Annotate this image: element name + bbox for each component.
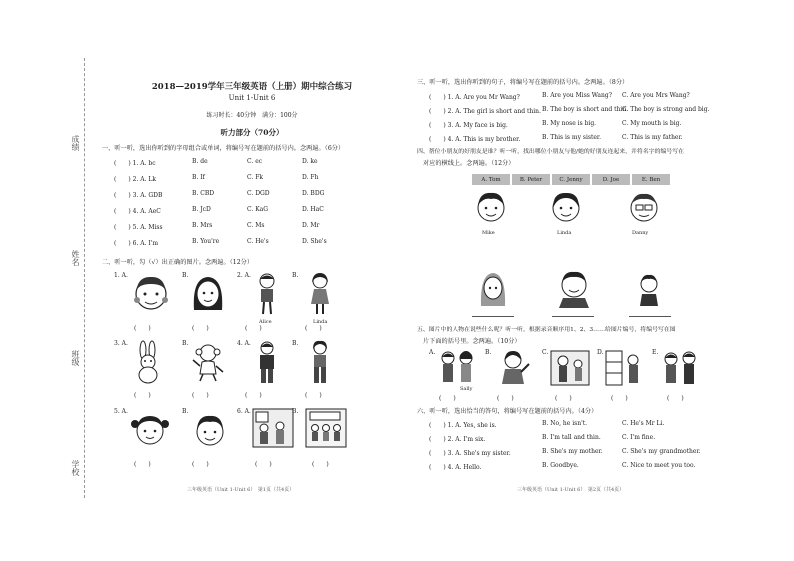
q6-row-3-b: B. She's my mother. xyxy=(542,448,603,455)
page-2 xyxy=(417,50,732,505)
chip-joe[interactable]: D. Joe xyxy=(592,174,630,185)
q5-label-a: A. xyxy=(429,349,436,356)
q2-bracket-2b[interactable]: ( ) xyxy=(305,325,322,332)
q5-bracket-d[interactable]: ( ) xyxy=(611,395,628,402)
q2-label-2a: 2. A. xyxy=(237,272,251,279)
q2-label-3b: B. xyxy=(182,340,189,347)
q2-name-alice: Alice xyxy=(259,319,272,325)
q3-heading: 三、听一听，选出你听到的句子，将编号写在题前的括号内。念两遍。（8分） xyxy=(417,79,629,86)
q3-row-3-b: B. My nose is big. xyxy=(542,120,597,127)
chip-peter[interactable]: B. Peter xyxy=(512,174,550,185)
q1-row-1-a[interactable]: ( ) 1. A. bc xyxy=(114,160,156,167)
q5-name-sally: Sally xyxy=(460,386,473,392)
girl-long-hair-icon[interactable] xyxy=(188,272,228,314)
q1-row-3-c: C. DGD xyxy=(247,190,270,197)
chip-tom[interactable]: A. Tom xyxy=(472,174,510,185)
q1-row-4-c: C. KaG xyxy=(247,206,269,213)
q6-row-3-c: C. She's my grandmother. xyxy=(622,448,701,455)
q2-name-linda: Linda xyxy=(313,319,328,325)
q1-row-4-b: B. JcD xyxy=(192,206,211,213)
monkey-icon[interactable] xyxy=(190,342,226,382)
long-hair-girl-icon[interactable] xyxy=(477,270,509,308)
q2-bracket-3b[interactable]: ( ) xyxy=(192,392,209,399)
q1-row-4-a[interactable]: ( ) 4. A. AeC xyxy=(114,208,161,215)
q2-label-4a: 4. A. xyxy=(237,340,251,347)
q1-row-6-a[interactable]: ( ) 6. A. I'm xyxy=(114,240,159,247)
q2-label-6a: 6. A. xyxy=(237,408,251,415)
two-children-icon[interactable] xyxy=(437,350,477,386)
q5-label-c: C. xyxy=(542,349,549,356)
q3-row-2-b: B. The boy is short and thin. xyxy=(542,106,629,113)
q6-row-4-a[interactable]: ( ) 4. A. Hello. xyxy=(429,464,482,471)
rabbit-icon[interactable] xyxy=(130,340,166,384)
q5-heading-line2: 片下面的括号里。念两遍。（10分） xyxy=(423,338,521,345)
binding-label-school: 学校 xyxy=(71,460,80,476)
q4-heading-line1: 四、帮位小朋友的好朋友是谁？听一听，找出哪位小朋友与他/她的好朋友连起来，并将名字的编号写在 xyxy=(417,149,685,155)
q1-row-3-d: D. BDG xyxy=(302,190,325,197)
q2-bracket-6a[interactable]: ( ) xyxy=(255,461,272,468)
q6-row-1-a[interactable]: ( ) 1. A. Yes, she is. xyxy=(429,422,497,429)
q1-row-1-c: C. ec xyxy=(247,158,263,165)
answer-line-2[interactable] xyxy=(552,316,594,317)
q3-row-2-c: C. The boy is strong and big. xyxy=(622,106,710,113)
q2-label-1b: B. xyxy=(182,272,189,279)
man-figure-icon[interactable] xyxy=(252,340,282,386)
girl-waving-icon[interactable] xyxy=(493,350,533,386)
binding-label-class: 班级 xyxy=(71,350,80,366)
q2-label-2b: B. xyxy=(292,272,299,279)
exam-subtitle: Unit 1-Unit 6 xyxy=(228,94,276,102)
danny-portrait-icon[interactable] xyxy=(625,188,663,228)
binding-label-score: 成绩 xyxy=(71,135,80,151)
q6-row-2-c: C. I'm fine. xyxy=(622,434,656,441)
binding-strip xyxy=(62,50,100,505)
q1-row-6-c: C. He's xyxy=(247,238,269,245)
classroom-scene-icon[interactable] xyxy=(305,408,347,448)
q5-bracket-b[interactable]: ( ) xyxy=(497,395,514,402)
q2-bracket-5a[interactable]: ( ) xyxy=(134,461,151,468)
q1-row-5-d: D. Mr xyxy=(302,222,320,229)
q2-label-3a: 3. A. xyxy=(114,340,128,347)
q6-row-4-b: B. Goodbye. xyxy=(542,462,579,469)
q6-heading: 六、听一听，选出恰当的答句，将编号写在题前的括号内。（4分） xyxy=(417,408,598,415)
q2-bracket-2a[interactable]: ( ) xyxy=(245,325,262,332)
girl-pigtails-icon[interactable] xyxy=(130,410,170,450)
q1-row-1-d: D. ke xyxy=(302,158,318,165)
exam-sheet xyxy=(62,50,732,505)
mike-portrait-icon[interactable] xyxy=(472,188,510,228)
q3-row-1-c: C. Are you Mrs Wang? xyxy=(622,92,690,99)
q2-bracket-1b[interactable]: ( ) xyxy=(192,325,209,332)
q4-name-danny: Danny xyxy=(632,230,649,236)
boy-and-man-icon[interactable] xyxy=(660,350,700,386)
girl-face-icon[interactable] xyxy=(130,272,172,314)
q5-label-b: B. xyxy=(485,349,492,356)
binding-line xyxy=(84,58,85,498)
q1-row-6-d: D. She's xyxy=(302,238,327,245)
q6-row-1-b: B. No, he isn't. xyxy=(542,420,588,427)
q1-row-2-d: D. Fh xyxy=(302,174,319,181)
chip-jenny[interactable]: C. Jenny xyxy=(552,174,590,185)
q1-row-2-a[interactable]: ( ) 2. A. Lk xyxy=(114,176,156,183)
q1-row-2-c: C. Fk xyxy=(247,174,263,181)
page-1 xyxy=(102,50,402,505)
boy-face-icon[interactable] xyxy=(190,410,230,450)
q3-row-4-a[interactable]: ( ) 4. A. This is my brother. xyxy=(429,136,521,143)
binding-label-name: 姓名 xyxy=(71,250,80,266)
q1-row-6-b: B. You're xyxy=(192,238,220,245)
q3-row-4-c: C. This is my father. xyxy=(622,134,683,141)
q2-bracket-4a[interactable]: ( ) xyxy=(245,392,262,399)
q4-name-mike: Mike xyxy=(482,230,495,236)
teacher-student-icon[interactable] xyxy=(550,350,590,386)
q2-bracket-4b[interactable]: ( ) xyxy=(305,392,322,399)
page-2-footer: 三年级英语（Unit 1-Unit 6） 第2页（共4页） xyxy=(517,487,625,493)
small-boy-icon[interactable] xyxy=(637,272,661,308)
q2-bracket-6b[interactable]: ( ) xyxy=(312,461,329,468)
linda-portrait-icon[interactable] xyxy=(547,188,585,228)
boy-figure-icon[interactable] xyxy=(252,272,282,318)
q1-row-3-a[interactable]: ( ) 3. A. GDB xyxy=(114,192,163,199)
q1-row-5-c: C. Ms xyxy=(247,222,265,229)
q3-row-2-a[interactable]: ( ) 2. A. The girl is short and thin. xyxy=(429,108,541,115)
q1-row-5-b: B. Mrs xyxy=(192,222,213,229)
answer-line-3[interactable] xyxy=(629,316,671,317)
q2-label-5b: B. xyxy=(182,408,189,415)
q2-heading: 二、听一听，勾（√）出正确的图片。念两遍。（12分） xyxy=(102,259,254,266)
q2-label-4b: B. xyxy=(292,340,299,347)
q2-bracket-3a[interactable]: ( ) xyxy=(134,392,151,399)
q3-row-1-a[interactable]: ( ) 1. A. Are you Mr Wang? xyxy=(429,94,520,101)
section-listening: 听力部分（70分） xyxy=(220,128,284,137)
q3-row-4-b: B. This is my sister. xyxy=(542,134,602,141)
chip-ben[interactable]: E. Ben xyxy=(632,174,670,185)
q1-row-4-d: D. HaC xyxy=(302,206,324,213)
exam-title: 2018—2019学年三年级英语（上册）期中综合练习 xyxy=(151,82,353,92)
q6-row-3-a[interactable]: ( ) 3. A. She's my sister. xyxy=(429,450,511,457)
q1-row-5-a[interactable]: ( ) 5. A. Miss xyxy=(114,224,163,231)
bookshelf-scene-icon[interactable] xyxy=(605,350,645,386)
answer-line-1[interactable] xyxy=(472,316,514,317)
girl-figure-icon[interactable] xyxy=(305,272,335,318)
q1-row-3-b: B. CBD xyxy=(192,190,215,197)
q6-row-2-a[interactable]: ( ) 2. A. I'm six. xyxy=(429,436,486,443)
q2-label-5a: 5. A. xyxy=(114,408,128,415)
q2-bracket-1a[interactable]: ( ) xyxy=(134,325,151,332)
q3-row-1-b: B. Are you Miss Wang? xyxy=(542,92,612,99)
q5-label-d: D. xyxy=(597,349,604,356)
q4-name-linda: Linda xyxy=(557,230,572,236)
q1-heading: 一、听一听，选出你听到的字母组合或单词，将编号写在题前的括号内。念两遍。（6分） xyxy=(102,145,345,152)
q2-label-1a: 1. A. xyxy=(114,272,128,279)
q4-heading-line2: 对应的横线上。念两遍。（12分） xyxy=(423,160,515,167)
family-scene-icon[interactable] xyxy=(252,408,294,448)
q2-label-6b: B. xyxy=(292,408,299,415)
smiling-boy-icon[interactable] xyxy=(555,268,593,308)
q6-row-2-b: B. I'm tall and thin. xyxy=(542,434,601,441)
q5-heading-line1: 五、图片中的人物在说些什么呢？听一听，根据录音顺序用1、2、3……给图片编号，将编号写在图 xyxy=(417,327,676,333)
q1-row-2-b: B. If xyxy=(192,174,205,181)
q5-bracket-a[interactable]: ( ) xyxy=(439,395,456,402)
exam-info: 练习时长：40分钟 满分：100分 xyxy=(206,112,298,119)
q5-bracket-c[interactable]: ( ) xyxy=(555,395,572,402)
q3-row-3-c: C. My mouth is big. xyxy=(622,120,682,127)
q6-row-1-c: C. He's Mr Li. xyxy=(622,420,665,427)
q5-bracket-e[interactable]: ( ) xyxy=(667,395,684,402)
page-1-footer: 三年级英语（Unit 1-Unit 6） 第1页（共4页） xyxy=(187,487,295,493)
q1-row-1-b: B. de xyxy=(192,158,208,165)
q3-row-3-a[interactable]: ( ) 3. A. My face is big. xyxy=(429,122,508,129)
q2-bracket-5b[interactable]: ( ) xyxy=(192,461,209,468)
q5-label-e: E. xyxy=(652,349,659,356)
q6-row-4-c: C. Nice to meet you too. xyxy=(622,462,696,469)
woman-figure-icon[interactable] xyxy=(305,340,335,386)
